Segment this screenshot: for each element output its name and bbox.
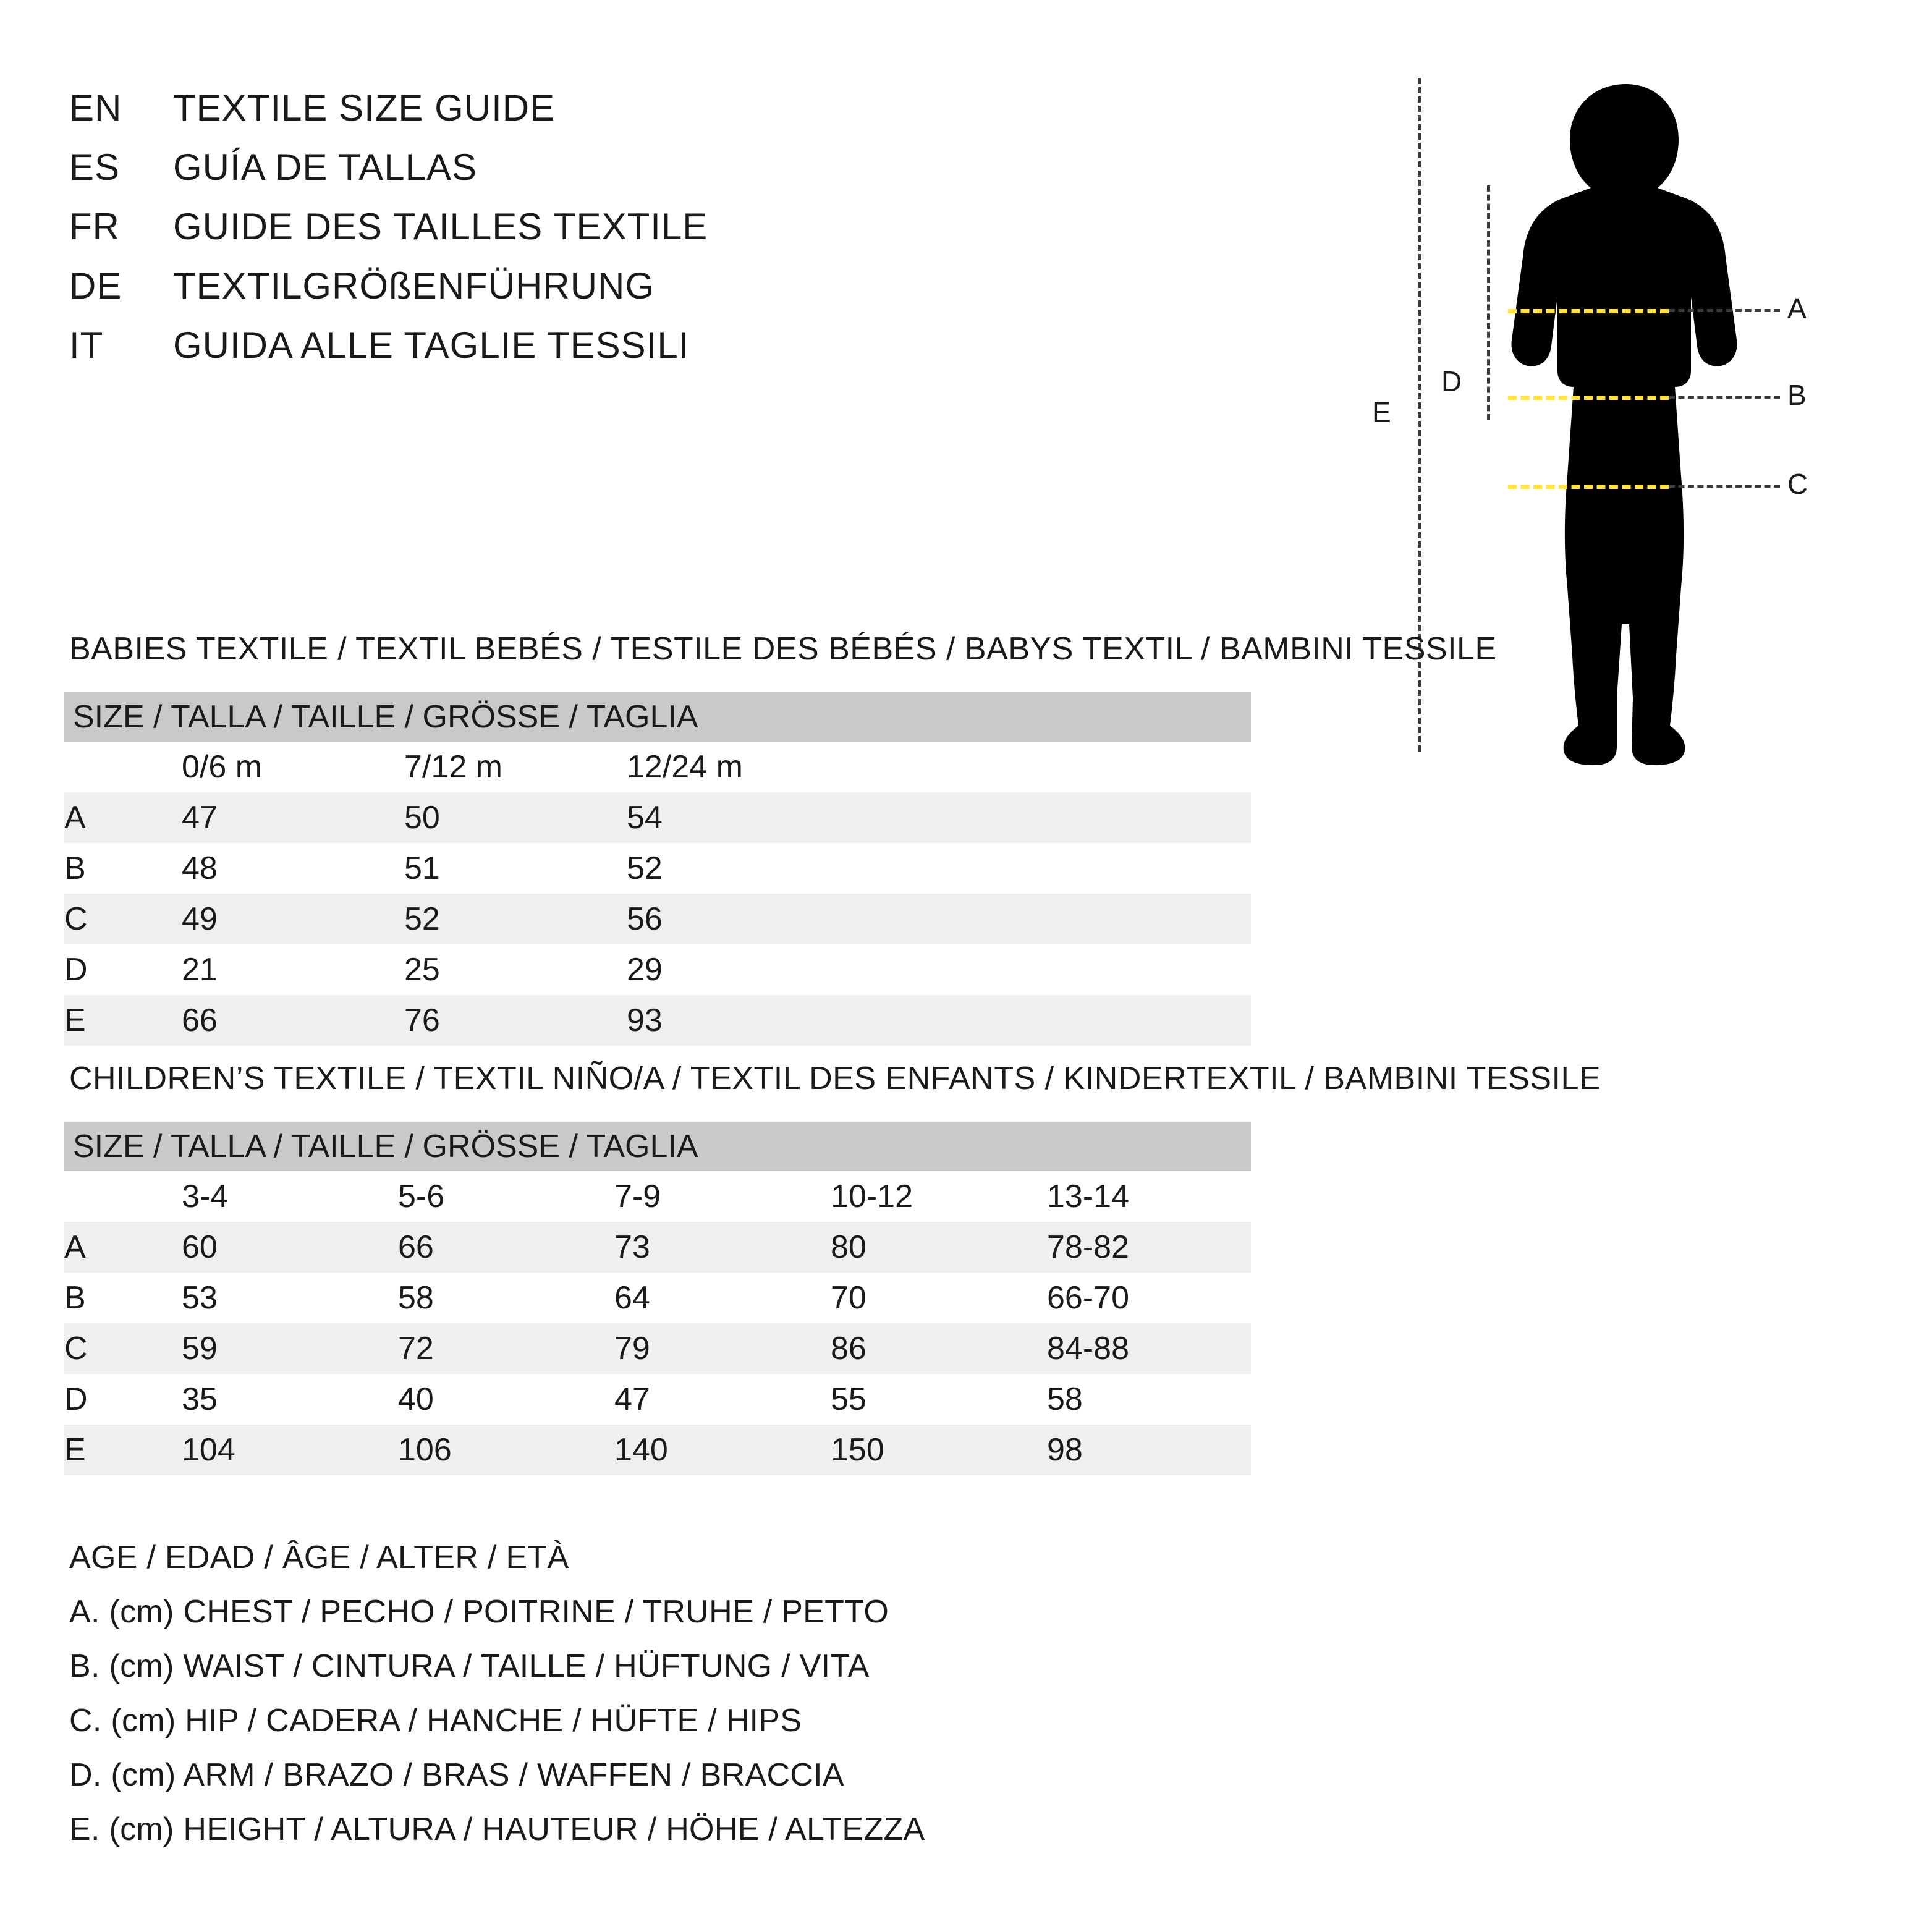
cell-value: 84-88 bbox=[1047, 1323, 1251, 1374]
legend-line-b: B. (cm) WAIST / CINTURA / TAILLE / HÜFTUNG / VITA bbox=[69, 1648, 870, 1684]
table-column-header-row bbox=[64, 1171, 1251, 1222]
language-row-de bbox=[69, 265, 708, 324]
cell-value: 86 bbox=[831, 1323, 1047, 1374]
cell-value: 58 bbox=[398, 1273, 614, 1323]
legend-line-age: AGE / EDAD / ÂGE / ALTER / ETÀ bbox=[69, 1540, 569, 1575]
legend-line-d: D. (cm) ARM / BRAZO / BRAS / WAFFEN / BRACCIA bbox=[69, 1757, 844, 1793]
cell-value: 47 bbox=[614, 1374, 831, 1425]
cell-value: 29 bbox=[627, 944, 1251, 995]
legend-line-a: A. (cm) CHEST / PECHO / POITRINE / TRUHE / PETTO bbox=[69, 1594, 889, 1630]
language-title: GUIDE DES TAILLES TEXTILE bbox=[173, 206, 708, 247]
corner-cell bbox=[64, 1171, 182, 1222]
cell-value: 56 bbox=[627, 894, 1251, 944]
legend-line-e: E. (cm) HEIGHT / ALTURA / HAUTEUR / HÖHE / ALTEZZA bbox=[69, 1811, 925, 1847]
babies-band-label: SIZE / TALLA / TAILLE / GRÖSSE / TAGLIA bbox=[64, 692, 1251, 742]
children-column-header: 7-9 bbox=[614, 1171, 831, 1222]
cell-value: 104 bbox=[182, 1425, 398, 1475]
cell-value: 98 bbox=[1047, 1425, 1251, 1475]
table-column-header-row bbox=[64, 742, 1251, 792]
hip-leader-line-c bbox=[1669, 485, 1780, 488]
cell-value: 150 bbox=[831, 1425, 1047, 1475]
language-code: EN bbox=[69, 87, 122, 129]
cell-value: 48 bbox=[182, 843, 404, 894]
waist-leader-line-b bbox=[1669, 396, 1780, 399]
children-band-label: SIZE / TALLA / TAILLE / GRÖSSE / TAGLIA bbox=[64, 1122, 1251, 1171]
children-column-header: 13-14 bbox=[1047, 1171, 1251, 1222]
cell-value: 58 bbox=[1047, 1374, 1251, 1425]
cell-value: 59 bbox=[182, 1323, 398, 1374]
babies-section-title: BABIES TEXTILE / TEXTIL BEBÉS / TESTILE DES BÉBÉS / BABYS TEXTIL / BAMBINI TESSILE bbox=[69, 631, 1497, 667]
table-band-header bbox=[64, 692, 1251, 742]
child-silhouette-icon bbox=[1496, 80, 1755, 773]
cell-value: 66 bbox=[398, 1222, 614, 1273]
cell-value: 47 bbox=[182, 792, 404, 843]
cell-value: 78-82 bbox=[1047, 1222, 1251, 1273]
babies-size-table bbox=[64, 692, 1251, 1046]
children-size-table bbox=[64, 1122, 1251, 1475]
cell-value: 60 bbox=[182, 1222, 398, 1273]
cell-value: 51 bbox=[404, 843, 627, 894]
row-key: A bbox=[64, 792, 182, 843]
language-row-en bbox=[69, 87, 708, 146]
corner-cell bbox=[64, 742, 182, 792]
row-key: C bbox=[64, 1323, 182, 1374]
cell-value: 50 bbox=[404, 792, 627, 843]
language-title: GUIDA ALLE TAGLIE TESSILI bbox=[173, 324, 690, 366]
figure-label-c: C bbox=[1787, 468, 1808, 500]
row-key: E bbox=[64, 1425, 182, 1475]
figure-label-a: A bbox=[1787, 292, 1807, 324]
children-section-title: CHILDREN’S TEXTILE / TEXTIL NIÑO/A / TEXTIL DES ENFANTS / KINDERTEXTIL / BAMBINI TESSILE bbox=[69, 1061, 1601, 1096]
cell-value: 66 bbox=[182, 995, 404, 1046]
table-row bbox=[64, 944, 1251, 995]
cell-value: 49 bbox=[182, 894, 404, 944]
children-column-header: 5-6 bbox=[398, 1171, 614, 1222]
cell-value: 140 bbox=[614, 1425, 831, 1475]
cell-value: 93 bbox=[627, 995, 1251, 1046]
legend-line-c: C. (cm) HIP / CADERA / HANCHE / HÜFTE / HIPS bbox=[69, 1703, 802, 1739]
row-key: B bbox=[64, 843, 182, 894]
language-row-it bbox=[69, 324, 708, 383]
language-row-fr bbox=[69, 205, 708, 265]
arm-dashed-line-d bbox=[1487, 185, 1490, 420]
babies-column-header: 0/6 m bbox=[182, 742, 404, 792]
row-key: A bbox=[64, 1222, 182, 1273]
waist-dashed-line-b bbox=[1508, 396, 1669, 400]
cell-value: 80 bbox=[831, 1222, 1047, 1273]
cell-value: 66-70 bbox=[1047, 1273, 1251, 1323]
figure-label-b: B bbox=[1787, 379, 1807, 411]
figure-label-e: E bbox=[1372, 396, 1391, 428]
cell-value: 76 bbox=[404, 995, 627, 1046]
language-title: GUÍA DE TALLAS bbox=[173, 146, 477, 188]
table-row bbox=[64, 995, 1251, 1046]
language-code: IT bbox=[69, 324, 104, 366]
table-row bbox=[64, 843, 1251, 894]
cell-value: 52 bbox=[404, 894, 627, 944]
cell-value: 72 bbox=[398, 1323, 614, 1374]
language-row-es bbox=[69, 146, 708, 205]
language-code: FR bbox=[69, 206, 120, 247]
table-row bbox=[64, 894, 1251, 944]
row-key: E bbox=[64, 995, 182, 1046]
table-band-header bbox=[64, 1122, 1251, 1171]
children-column-header: 3-4 bbox=[182, 1171, 398, 1222]
language-title: TEXTILGRÖßENFÜHRUNG bbox=[173, 265, 655, 307]
measurement-legend bbox=[69, 1539, 925, 1865]
cell-value: 35 bbox=[182, 1374, 398, 1425]
language-code: DE bbox=[69, 265, 122, 307]
row-key: C bbox=[64, 894, 182, 944]
language-code: ES bbox=[69, 146, 121, 188]
table-row bbox=[64, 1222, 1251, 1273]
babies-column-header: 12/24 m bbox=[627, 742, 1251, 792]
row-key: D bbox=[64, 1374, 182, 1425]
cell-value: 54 bbox=[627, 792, 1251, 843]
babies-column-header: 7/12 m bbox=[404, 742, 627, 792]
chest-dashed-line-a bbox=[1508, 309, 1669, 313]
cell-value: 21 bbox=[182, 944, 404, 995]
cell-value: 55 bbox=[831, 1374, 1047, 1425]
table-row bbox=[64, 1425, 1251, 1475]
cell-value: 106 bbox=[398, 1425, 614, 1475]
cell-value: 25 bbox=[404, 944, 627, 995]
cell-value: 40 bbox=[398, 1374, 614, 1425]
table-row bbox=[64, 792, 1251, 843]
language-title: TEXTILE SIZE GUIDE bbox=[173, 87, 556, 129]
table-row bbox=[64, 1374, 1251, 1425]
table-row bbox=[64, 1273, 1251, 1323]
row-key: D bbox=[64, 944, 182, 995]
table-row bbox=[64, 1323, 1251, 1374]
cell-value: 53 bbox=[182, 1273, 398, 1323]
hip-dashed-line-c bbox=[1508, 485, 1669, 489]
cell-value: 70 bbox=[831, 1273, 1047, 1323]
language-title-list bbox=[69, 87, 708, 383]
cell-value: 52 bbox=[627, 843, 1251, 894]
cell-value: 79 bbox=[614, 1323, 831, 1374]
row-key: B bbox=[64, 1273, 182, 1323]
chest-leader-line-a bbox=[1669, 309, 1780, 312]
cell-value: 64 bbox=[614, 1273, 831, 1323]
children-column-header: 10-12 bbox=[831, 1171, 1047, 1222]
cell-value: 73 bbox=[614, 1222, 831, 1273]
figure-label-d: D bbox=[1441, 365, 1462, 397]
